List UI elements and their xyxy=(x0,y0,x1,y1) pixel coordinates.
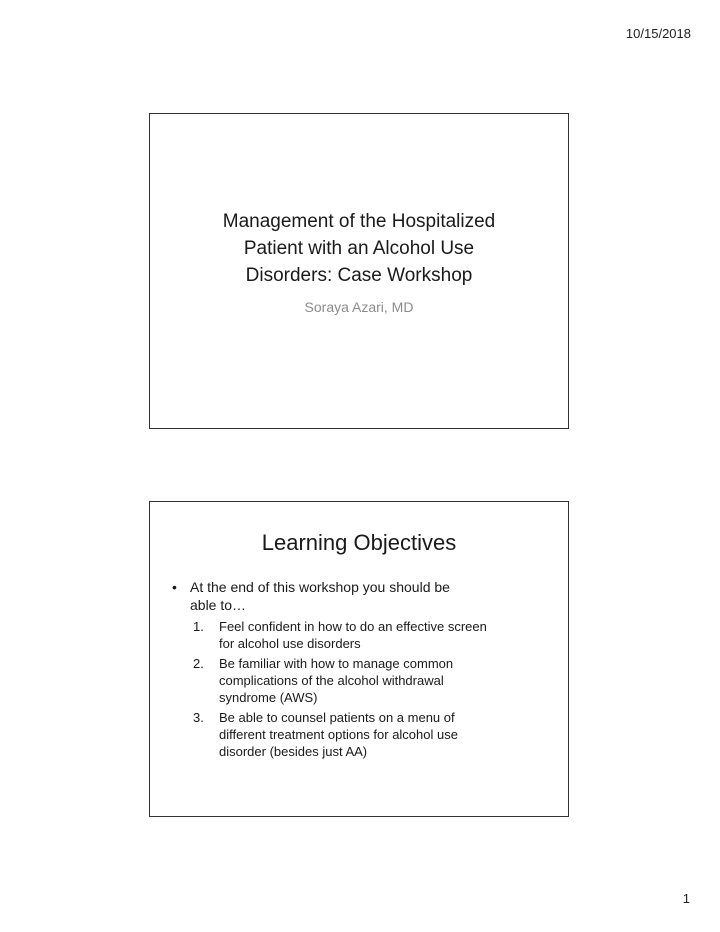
slide-title xyxy=(150,208,568,289)
list-line: for alcohol use disorders xyxy=(219,636,361,651)
page-number: 1 xyxy=(682,891,690,906)
bullet-icon: • xyxy=(172,579,177,595)
objectives-body xyxy=(172,578,548,763)
slide-title-line: Management of the Hospitalized xyxy=(222,211,496,232)
list-item-text xyxy=(219,618,487,652)
bullet-line: At the end of this workshop you should be xyxy=(190,579,450,595)
bullet-item xyxy=(172,578,548,614)
list-number: 2. xyxy=(193,656,204,671)
bullet-text xyxy=(190,578,450,614)
list-line: syndrome (AWS) xyxy=(219,690,318,705)
slide-title-line: Patient with an Alcohol Use xyxy=(243,238,475,259)
bullet-line: able to… xyxy=(190,597,247,613)
list-line: Be familiar with how to manage common xyxy=(219,656,454,671)
list-item xyxy=(193,709,548,760)
list-line: different treatment options for alcohol use xyxy=(219,727,458,742)
title-slide xyxy=(149,113,569,429)
list-line: Feel confident in how to do an effective screen xyxy=(219,619,487,634)
list-line: disorder (besides just AA) xyxy=(219,744,368,759)
list-item-text xyxy=(219,709,458,760)
objectives-heading: Learning Objectives xyxy=(261,530,457,555)
list-item xyxy=(193,618,548,652)
list-item-text xyxy=(219,655,453,706)
page-date: 10/15/2018 xyxy=(625,26,691,41)
list-item xyxy=(193,655,548,706)
list-number: 3. xyxy=(193,710,204,725)
objectives-list xyxy=(172,618,548,760)
list-number: 1. xyxy=(193,619,204,634)
slide-author: Soraya Azari, MD xyxy=(304,299,414,315)
list-line: Be able to counsel patients on a menu of xyxy=(219,710,455,725)
objectives-slide xyxy=(149,501,569,817)
slide-title-line: Disorders: Case Workshop xyxy=(245,265,473,286)
list-line: complications of the alcohol withdrawal xyxy=(219,673,444,688)
